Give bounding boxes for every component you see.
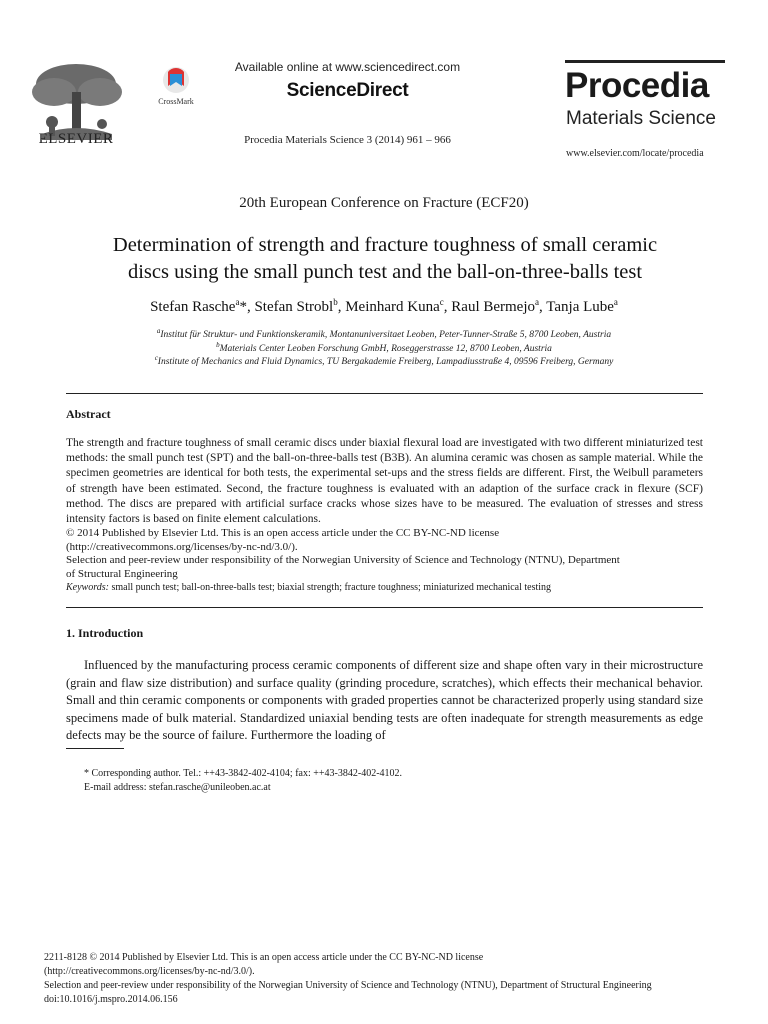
author: Stefan Rasche$^a$*, <box>150 297 255 315</box>
journal-url-link[interactable]: www.elsevier.com/locate/procedia <box>566 148 704 159</box>
author: Meinhard Kuna$^c$, <box>345 297 452 315</box>
sciencedirect-logo[interactable]: ScienceDirect <box>286 80 409 101</box>
title-line: discs using the small punch test and the ball-on-three-balls test <box>127 261 643 283</box>
affiliation: $^b$Materials Center Leoben Forschung GmbH, Roseggerstrasse 12, 8700 Leoben, Austria <box>216 341 552 355</box>
author: Raul Bermejo$^a$, <box>451 297 547 315</box>
affiliation: $^a$Institut für Struktur- und Funktionskeramik, Montanuniversitaet Leoben, Peter-Tunner-Straße 5, 8700 Leoben, Austria <box>156 327 612 341</box>
abstract-heading: Abstract <box>66 407 111 421</box>
issn-line: 2211-8128 © 2014 Published by Elsevier Ltd. This is an open access article under the CC BY-NC-ND license <box>44 952 484 963</box>
doi-link[interactable]: doi:10.1016/j.mspro.2014.06.156 <box>44 994 178 1005</box>
journal-reference: Procedia Materials Science 3 (2014) 961 – 966 <box>244 134 451 146</box>
publisher-name: ELSEVIER <box>38 131 114 147</box>
email-address[interactable]: E-mail address: stefan.rasche@unileoben.ac.at <box>84 782 271 793</box>
introduction-body: Influenced by the manufacturing process ceramic components of different size and shape often vary in their microstructure (grain and flaw size distribution) and surface quality (grinding procedure, scratches), which effects their mechanical behavior. Small and thin ceramic components or components with graded properties cannot be characterized properly using standard size specimens made of bulk material. Standardized uniaxial bending tests are often inadequate for strength measurements as edge defects may be the source of failure. Furthermore the loading of <box>66 658 703 742</box>
section-heading: 1. Introduction <box>66 626 144 640</box>
affiliation: $^c$Institute of Mechanics and Fluid Dynamics, TU Bergakademie Freiberg, Lampadiusstraße 4, 09596 Freiberg, Germany <box>154 354 614 368</box>
author: Tanja Lube$^a$ <box>546 297 618 315</box>
crossmark-label: CrossMark <box>158 97 194 106</box>
paper-title <box>60 232 710 286</box>
title-line: Determination of strength and fracture toughness of small ceramic <box>112 234 658 256</box>
journal-subtitle: Materials Science <box>566 108 716 129</box>
journal-title: Procedia <box>565 66 709 105</box>
procedia-rule <box>565 60 725 63</box>
review-statement: Selection and peer-review under responsibility of the Norwegian University of Science and Technology (NTNU), Department of Structural Engineering <box>44 980 652 991</box>
author-list <box>0 297 768 316</box>
available-online-text: Available online at www.sciencedirect.com <box>234 60 461 74</box>
license-statement: © 2014 Published by Elsevier Ltd. This is an open access article under the CC BY-NC-ND license (http://creativecommons.org/licenses/by-nc-nd/3.0/). Selection and peer-review under responsibility of the Norwegian University of Science and Technology (NTNU), Department of Structural Engineering <box>66 527 703 581</box>
license-link[interactable]: (http://creativecommons.org/licenses/by-nc-nd/3.0/). <box>66 540 298 553</box>
divider <box>66 607 703 608</box>
keywords: Keywords: small punch test; ball-on-three-balls test; biaxial strength; fracture toughness; miniaturized mechanical testing <box>66 582 552 593</box>
author: Stefan Strobl$^b$, <box>254 297 346 315</box>
conference-name: 20th European Conference on Fracture (ECF20) <box>239 195 529 211</box>
divider <box>66 393 703 394</box>
abstract-body: The strength and fracture toughness of small ceramic discs under biaxial flexural load are investigated with two different miniaturized test methods: the small punch test (SPT) and the ball-on-three-balls test (B3B). An alumina ceramic was chosen as sample material. While the specimen geometries are identical for both tests, the experimental set-ups and the stress fields are different. First, the Weibull parameters of strength have been estimated. Second, the fracture toughness is evaluated with an adaption of the surface crack in flexure (SCF) method. The discs are prepared with artificial surface cracks whose sizes have to be measured. The evaluation of stresses and stress intensity factors is based on finite element calculations. <box>66 437 703 526</box>
license-link[interactable]: (http://creativecommons.org/licenses/by-nc-nd/3.0/). <box>44 966 255 977</box>
corresponding-author-note: * Corresponding author. Tel.: ++43-3842-402-4104; fax: ++43-3842-402-4102. <box>84 768 403 779</box>
footnote-rule <box>66 748 124 749</box>
